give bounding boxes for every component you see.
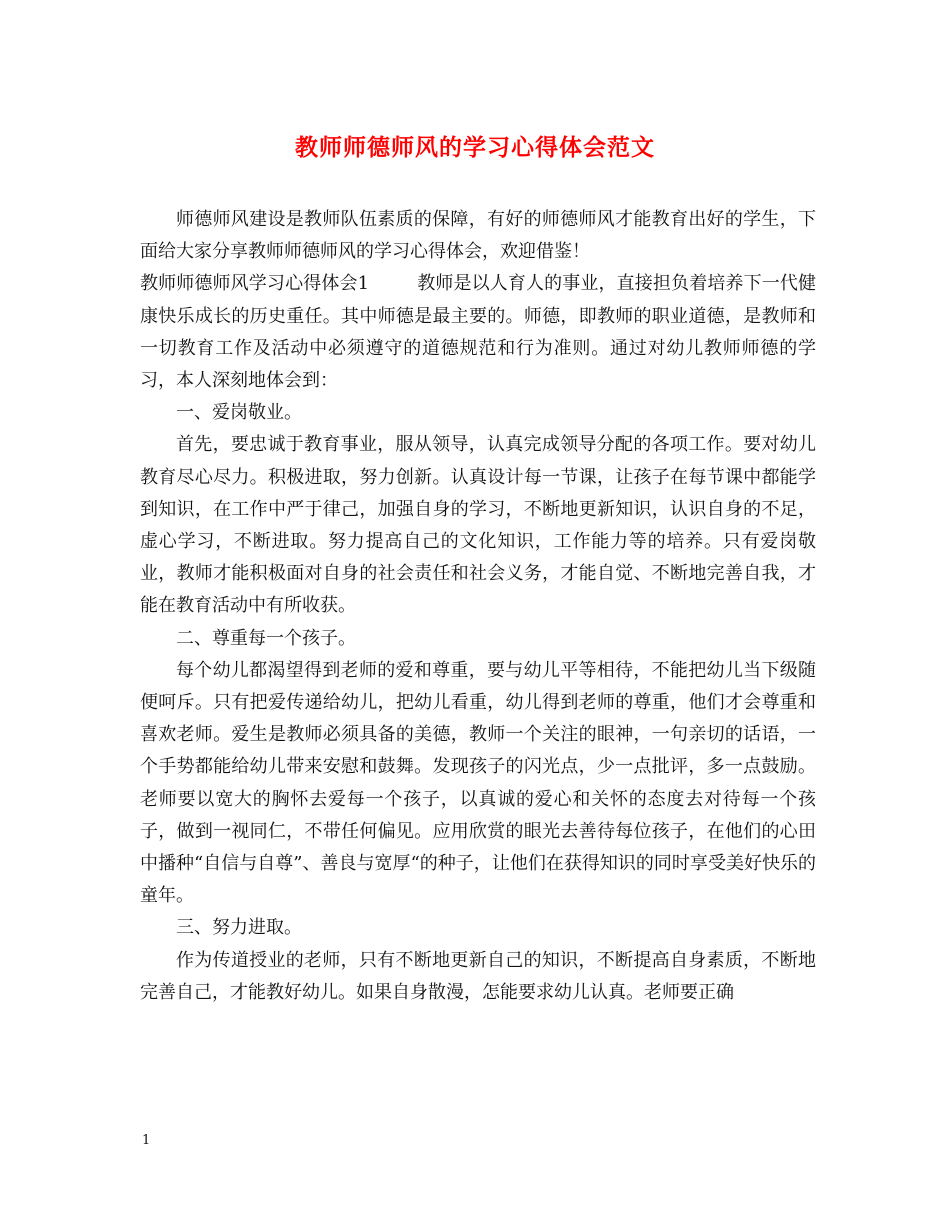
heading-2: 二、尊重每一个孩子。 bbox=[176, 627, 356, 649]
paragraph-3: 每个幼儿都渴望得到老师的爱和尊重，要与幼儿平等相待，不能把幼儿当下级随便呵斥。只有把爱传递给幼儿，把幼儿看重，幼儿得到老师的尊重，他们才会尊重和喜欢老师。爱生是教师必须具备的美德，教师一个关注的眼神，一句亲切的话语，一个手势都能给幼儿带来安慰和鼓舞。发现孩子的闪光点，少一点批评，多一点鼓励。老师要以宽大的胸怀去爱每一个孩子，以真诚的爱心和关怀的态度去对待每一个孩子，做到一视同仁，不带任何偏见。应用欣赏的眼光去善待每位孩子，在他们的心田中播种“自信与自尊”、善良与宽厚“的种子，让他们在获得知识的同时享受美好快乐的童年。 bbox=[140, 659, 816, 907]
heading-3: 三、努力进取。 bbox=[176, 917, 302, 939]
document-title: 教师师德师风的学习心得体会范文 bbox=[295, 134, 655, 161]
section-label: 教师师德师风学习心得体会1 bbox=[140, 273, 370, 295]
section-1-paragraph bbox=[140, 268, 816, 397]
paragraph-2: 首先，要忠诚于教育事业，服从领导，认真完成领导分配的各项工作。要对幼儿教育尽心尽力。积极进取，努力创新。认真设计每一节课，让孩子在每节课中都能学到知识，在工作中严于律己，加强自身的学习，不断地更新知识，认识自身的不足，虚心学习，不断进取。努力提高自己的文化知识，工作能力等的培养。只有爱岗敬业，教师才能积极面对自身的社会责任和社会义务，才能自觉、不断地完善自我，才能在教育活动中有所收获。 bbox=[140, 434, 816, 617]
section-1-text: 教师是以人育人的事业，直接担负着培养下一代健康快乐成长的历史重任。其中师德是最主要的。师德，即教师的职业道德，是教师和一切教育工作及活动中必须遵守的道德规范和行为准则。通过对幼儿教师师德的学习，本人深刻地体会到： bbox=[140, 273, 817, 392]
document-body bbox=[140, 204, 816, 1009]
page-number: 1 bbox=[142, 1133, 151, 1148]
heading-1: 一、爱岗敬业。 bbox=[176, 402, 302, 424]
intro-paragraph: 师德师风建设是教师队伍素质的保障，有好的师德师风才能教育出好的学生，下面给大家分享教师师德师风的学习心得体会，欢迎借鉴！ bbox=[140, 209, 816, 263]
paragraph-4: 作为传道授业的老师，只有不断地更新自己的知识，不断提高自身素质，不断地完善自己，才能教好幼儿。如果自身散漫，怎能要求幼儿认真。老师要正确 bbox=[140, 949, 816, 1003]
